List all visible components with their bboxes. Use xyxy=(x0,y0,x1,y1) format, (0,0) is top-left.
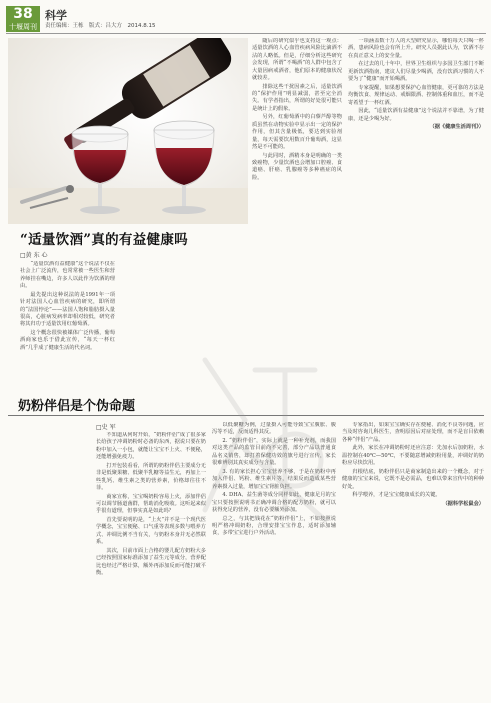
paragraph: 专家提醒，如果想要保护心血管健康，更可靠的方法是均衡饮食、规律运动、戒烟限酒、控制体重和血压，而不是寄希望于一杯红酒。 xyxy=(348,84,484,106)
article1-column-3 xyxy=(348,38,484,384)
paragraph: 不知道从何时开始，“奶粉伴侣”成了很多家长给孩子冲调奶粉时必备的东西，据说只要在奶粉中加入一小包，就能让宝宝不上火、不便秘，还能增强免疫力。 xyxy=(96,432,206,461)
paragraph: 这个概念很快被媒体广泛传播，葡萄酒商家也乐于借此宣传，“每天一杯红酒”几乎成了健康生活的代名词。 xyxy=(20,330,115,351)
paragraph: 排除这些干扰因素之后，适量饮酒的“保护作用”明显减弱，甚至完全消失。有学者指出，所谓的好处很可能只是统计上的假象。 xyxy=(252,83,342,112)
paragraph: 另外，红葡萄酒中的白藜芦醇等物质虽然在动物实验中显示出一定的保护作用，但其含量极低，要达到实验剂量，每天需要饮用数百升葡萄酒，这显然是不可能的。 xyxy=(252,114,342,151)
article2-byline: □史 军 xyxy=(96,424,116,431)
article2-headline: 奶粉伴侣是个伪命题 xyxy=(18,399,136,414)
page-number-badge xyxy=(6,6,40,32)
paragraph: “适量饮酒有益健康”这个说法不仅在社会上广泛流传，也常常被一些医生和营养师挂在嘴边，许多人以此作为饮酒的理由。 xyxy=(20,261,115,290)
article2-column-3 xyxy=(342,422,484,694)
watermark-stamp-icon xyxy=(185,340,335,530)
paragraph: 与此同时，酒精本身是明确的一类致癌物，少量饮酒也会增加口腔癌、食道癌、肝癌、乳腺癌等多种癌症的风险。 xyxy=(252,152,342,181)
paragraph: 2. “奶粉伴侣”，实际上就是一种补充剂，而我国对这类产品的监管目前尚不完善，部分产品以普通食品名义销售，却打着保健功效的旗号进行宣传，家长很难辨别其真实成分与含量。 xyxy=(212,438,336,467)
article1-source: （据《健康生活周刊》） xyxy=(429,124,484,131)
paragraph: 4. DHA、益生菌等成分同样如此，健康足月的宝宝只要按照说明书正确冲调合格的配方奶粉，就可以获得充足的营养，没有必要额外添加。 xyxy=(212,492,336,514)
article1-headline: “适量饮酒”真的有益健康吗 xyxy=(20,232,188,248)
paragraph: 随后的研究似乎也支持这一观点：适量饮酒的人心血管疾病风险比滴酒不沾的人略低。但是，仔细分析这些研究会发现，所谓“不喝酒”的人群中包含了大量因病戒酒者，他们原本的健康状况就较差。 xyxy=(252,38,342,82)
article1-column-1 xyxy=(20,261,115,387)
paragraph: 最先提出这种说法的是1991年一项针对法国人心血管疾病的研究，即所谓的“法国悖论”——法国人饱和脂肪摄入量很高，心脏病发病率却相对较低，研究者将其归功于适量饮用红葡萄酒。 xyxy=(20,291,115,328)
paragraph: 打开包装看看，所谓的奶粉伴侣主要成分无非是低聚果糖、低聚半乳糖等益生元，再加上一些乳钙、维生素之类的营养素，价格却往往不菲。 xyxy=(96,462,206,492)
editor-line: 责任编辑：王栋 版式：吕大方 2014.8.15 xyxy=(45,23,156,29)
section-title: 科学 xyxy=(45,9,67,22)
paragraph: 以低聚糖为例，过量摄入可能导致宝宝腹胀、腹泻等不适，反而适得其反。 xyxy=(212,422,336,436)
paragraph: 3. 有的家长担心宝宝营养不够，于是在奶粉中再加入伴侣、钙粉、维生素片等，结果反而造成某些营养素摄入过量，增加宝宝肾脏负担。 xyxy=(212,468,336,490)
paragraph: 此外，家长在冲调奶粉时还应注意：先加水后加奶粉，水温控制在40℃—50℃，不要随意增减奶粉用量，冲调好的奶粉应尽快饮用。 xyxy=(342,445,484,467)
paragraph: 在过去的几十年中，世界卫生组织与多国卫生部门不断更新饮酒指南，建议人们尽量少喝酒，没有饮酒习惯的人不要为了“健康”而开始喝酒。 xyxy=(348,61,484,83)
page-number: 38 xyxy=(13,6,33,22)
page-header xyxy=(0,6,491,32)
header-rule xyxy=(6,33,486,34)
paragraph: 首先要说明的是，“上火”并不是一个现代医学概念，宝宝便秘、口气重等表现多数与喂养方式、冲调比例不当有关，与奶粉本身并无必然联系。 xyxy=(96,517,206,546)
paragraph: 科学喂养，才是宝宝健康成长的关键。 xyxy=(352,492,441,499)
paragraph: 归根结底，奶粉伴侣只是商家制造出来的一个概念，对于健康的宝宝来说，它既不是必需品，也难以带来宣传中的种种好处。 xyxy=(342,468,484,490)
paragraph: 一项涵盖数十万人的大型研究显示，哪怕每天只喝一杯酒，患病风险也会有所上升。研究人员据此认为，饮酒不存在真正意义上的安全量。 xyxy=(348,38,484,59)
article1-byline: □黄 东 心 xyxy=(20,252,48,259)
article1-column-2 xyxy=(252,38,342,384)
section-label: 十堰周刊 xyxy=(9,23,37,31)
paragraph: 其次，目前市面上合格的婴儿配方奶粉大多已经按照国家标准添加了益生元等成分，营养配比也经过严格计算，额外再添加反而可能打破平衡。 xyxy=(96,547,206,577)
wine-photo xyxy=(8,38,248,224)
paragraph: 商家宣称，宝宝喝奶粉容易上火，添加伴侣可以调节肠道菌群，帮助消化吸收。这听起来似乎很有道理，但事实真是如此吗？ xyxy=(96,493,206,515)
article2-source: （据科学松鼠会） xyxy=(442,500,484,507)
paragraph: 因此，“适量饮酒有益健康”这个说法并不靠谱，为了健康，还是少喝为好。 xyxy=(348,108,484,122)
paragraph: 专家指出，如果宝宝确实存在便秘、消化不良等问题，应当及时咨询儿科医生，查明原因后对症处理，而不是盲目依赖各种“伴侣”产品。 xyxy=(342,422,484,443)
paragraph: 总之，与其把钱花在“奶粉伴侣”上，不如按照说明严格冲调奶粉，合理安排宝宝作息，适时添加辅食，多带宝宝进行户外活动。 xyxy=(212,515,336,537)
